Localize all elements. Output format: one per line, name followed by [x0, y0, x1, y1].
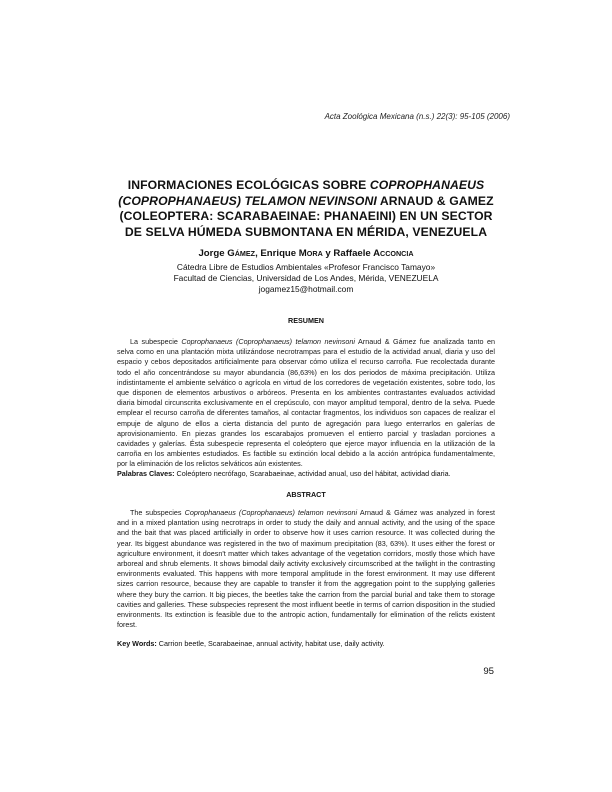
resumen-species: Coprophanaeus (Coprophanaeus) telamon nevinsoni: [181, 337, 355, 346]
author-name: y Raffaele A: [322, 248, 380, 259]
affiliation-line-1: Cátedra Libre de Estudios Ambientales «Profesor Francisco Tamayo»: [176, 262, 436, 272]
title-text: INFORMACIONES ECOLÓGICAS SOBRE: [127, 178, 370, 192]
affiliation: [100, 262, 512, 295]
author-name: , Enrique M: [255, 248, 307, 259]
author-surname: ÁMEZ: [234, 249, 256, 258]
journal-citation: Acta Zoológica Mexicana (n.s.) 22(3): 95-105 (2006): [324, 112, 510, 121]
author-name: Jorge G: [198, 248, 235, 259]
title-authority: ARNAUD & GAMEZ: [376, 193, 494, 208]
key-words-text: Carrion beetle, Scarabaeinae, annual activity, habitat use, daily activity.: [156, 639, 385, 648]
author-list: [100, 248, 512, 259]
paper-title: [110, 178, 502, 240]
author-email: jogamez15@hotmail.com: [258, 284, 354, 294]
resumen-text: Arnaud & Gámez fue analizada tanto en selva como en una plantación mixta utilizándose necrotrampas para el estudio de la actividad anual, diaria y uso del espacio y cebos depositados artificialmente para observar cómo utiliza el recurso carroña. Fue recolectada durante todo el año concentrándose su mayor abundancia (86,63%) en los dos periodos de máxima precipitación. Utiliza indistintamente el ambiente selvático o agrícola en virtud de los corredores de vegetación existentes, sobre todo, los que disponen de elementos arbustivos o arbóreos. Presenta en los ambientes contrastantes evaluados actividad diaria bimodal circunscrita exclusivamente en el crepúsculo, con mayor amplitud temporal, dentro de la selva. Puede emplear el recurso carroña de diferentes tamaños, al contactar fragmentos, los individuos son capaces de realizar el empuje de alguno de ellos a cierta distancia del punto de agregación para luego enterrarlos en galerías de aprovisionamiento. En piezas grandes los escarabajos promueven el entierro parcial y trasladan porciones a cavidades y galerías. Ésta subespecie representa el coleóptero que ejerce mayor influencia en la utilización de la carroña en los ambientes estudiados. Es factible su extinción local debido a la acción antrópica fundamentalmente, por la eliminación de los relictos selváticos aún existentes.: [117, 337, 495, 469]
title-line-1: [110, 178, 502, 194]
abstract-text: Arnaud & Gámez was analyzed in forest and in a mixed plantation using necrotraps in order to study the daily and annual activity, and the using of the space and the bait that was placed artificially in order to observe how it uses carrion resource. It was collected during the year. Its biggest abundance was registered in the two of maximum precipitation (83, 63%). It uses either the forest or agriculture environment, it doesn't matter which takes advantage of the vegetation corridors, mostly those which have arboreal and shrub elements. It shows bimodal daily activity exclusively circumscribed at the twilight in the contrasting environments evaluated. This happens with more temporal amplitude in the forest environment. It may use different sizes carrion resource, because they are capable to transfer it from the aggregation point to the supplying galleries where they bury the carrion. It big pieces, the beetles take the carrion from the parcial burial and take them to storage cavities and galleries. These subspecies represent the most influent beetle in terms of carrion disposition in the studied environments. Its extinction is feasible due to the antropic action, fundamentally for elimination of the relicts existent forest.: [117, 508, 495, 630]
abstract-paragraph: [117, 508, 495, 630]
abstract-species: Coprophanaeus (Coprophanaeus) telamon nevinsoni: [184, 508, 358, 517]
key-words-label: Key Words:: [117, 639, 157, 648]
title-line-4: DE SELVA HÚMEDA SUBMONTANA EN MÉRIDA, VENEZUELA: [124, 224, 488, 239]
page-number: 95: [483, 666, 494, 677]
key-words: [117, 639, 495, 649]
title-line-2: [110, 194, 502, 210]
resumen-heading: RESUMEN: [288, 316, 324, 325]
resumen-intro: La subespecie: [130, 337, 182, 346]
abstract-intro: The subspecies: [130, 508, 185, 517]
title-genus: COPROPHANAEUS: [369, 178, 485, 192]
abstract-heading: ABSTRACT: [286, 490, 326, 499]
affiliation-line-2: Facultad de Ciencias, Universidad de Los Andes, Mérida, VENEZUELA: [173, 273, 439, 283]
palabras-claves-label: Palabras Claves:: [117, 469, 175, 478]
title-line-3: (COLEOPTERA: SCARABAEINAE: PHANAEINI) EN UN SECTOR: [119, 209, 493, 223]
palabras-claves: [117, 469, 495, 479]
author-surname: CCONCIA: [380, 249, 414, 258]
palabras-claves-text: Coleóptero necrófago, Scarabaeinae, actividad anual, uso del hábitat, actividad diaria.: [174, 469, 451, 478]
abstract-body: [117, 508, 495, 630]
author-surname: ORA: [306, 249, 323, 258]
title-species: (COPROPHANAEUS) TELAMON NEVINSONI: [118, 193, 377, 208]
resumen-paragraph: [117, 337, 495, 470]
resumen-body: [117, 337, 495, 470]
